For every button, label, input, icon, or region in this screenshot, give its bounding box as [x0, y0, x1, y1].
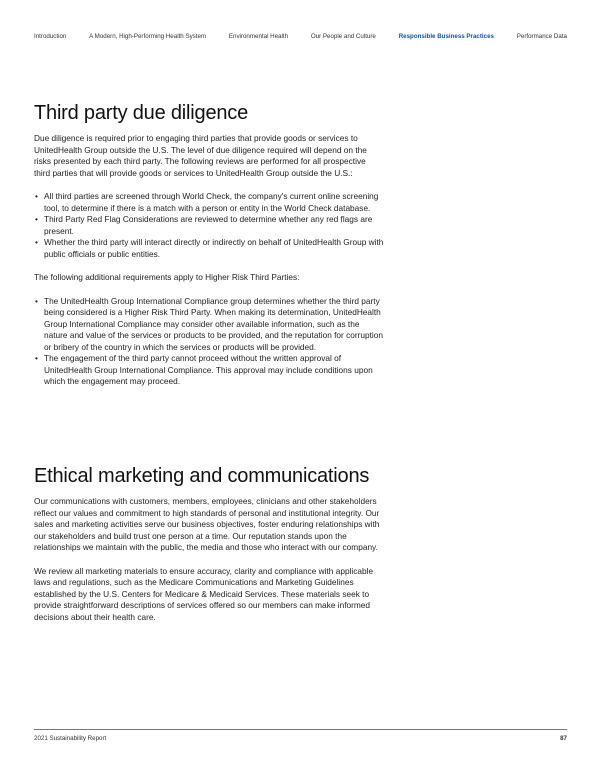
page-footer: [34, 735, 567, 742]
nav-health-system[interactable]: A Modern, High-Performing Health System: [89, 33, 207, 40]
higher-risk-bullet-list: [34, 296, 384, 388]
top-navigation: [34, 33, 567, 40]
nav-responsible-business[interactable]: Responsible Business Practices: [398, 33, 494, 40]
nav-performance-data[interactable]: Performance Data: [516, 33, 567, 40]
footer-report-title: 2021 Sustainability Report: [34, 735, 107, 742]
due-diligence-intro: Due diligence is required prior to engaging third parties that provide goods or services to UnitedHealth Group outside the U.S. The level of due diligence required will depend on the risks presented by each third party. The following reviews are performed for all prospective third parties that will provide goods or services to UnitedHealth Group outside the U.S.:: [34, 133, 367, 178]
footer-divider: [34, 729, 567, 730]
list-item: • The UnitedHealth Group International Compliance group determines whether the third party being considered is a Higher Risk Third Party. When making its determination, UnitedHealth Group International Compliance may consider other available information, such as the nature and value of the services or products to be provided, and the reputation for corruption or bribery of the country in which the services or products will be provided.: [34, 296, 384, 354]
list-item: • Third Party Red Flag Considerations are reviewed to determine whether any red flags are present.: [34, 214, 384, 237]
list-item: • Whether the third party will interact directly or indirectly on behalf of UnitedHealth Group with public officials or public entities.: [34, 237, 384, 260]
list-item: • The engagement of the third party cannot proceed without the written approval of UnitedHealth Group International Compliance. This approval may include conditions upon which the engagement may proceed.: [34, 353, 384, 388]
due-diligence-section: [34, 101, 384, 388]
section-title-ethical-marketing: Ethical marketing and communications: [34, 465, 370, 487]
ethical-marketing-para-1: Our communications with customers, members, employees, clinicians and other stakeholders reflect our values and commitment to high standards of personal and institutional integrity. Our sales and marketing activities serve our business objectives, foster enduring relationships with our stakeholders and build trust one person at a time. Our reputation stands upon the relationships we maintain with the public, the media and those who interact with our company.: [34, 496, 380, 552]
nav-introduction[interactable]: Introduction: [34, 33, 67, 40]
due-diligence-bullet-list: [34, 191, 384, 260]
section-title-due-diligence: Third party due diligence: [34, 102, 249, 124]
page-number: 87: [560, 735, 567, 742]
nav-environmental-health[interactable]: Environmental Health: [228, 33, 289, 40]
list-item: • All third parties are screened through World Check, the company's current online screening tool, to determine if there is a match with a person or entity in the World Check database.: [34, 191, 384, 214]
ethical-marketing-section: [34, 464, 384, 623]
nav-people-culture[interactable]: Our People and Culture: [310, 33, 376, 40]
higher-risk-intro: The following additional requirements apply to Higher Risk Third Parties:: [34, 272, 300, 282]
ethical-marketing-para-2: We review all marketing materials to ensure accuracy, clarity and compliance with applicable laws and regulations, such as the Medicare Communications and Marketing Guidelines established by the U.S. Centers for Medicare & Medicaid Services. These materials seek to provide straightforward descriptions of services offered so our members can make informed decisions about their health care.: [34, 565, 374, 622]
